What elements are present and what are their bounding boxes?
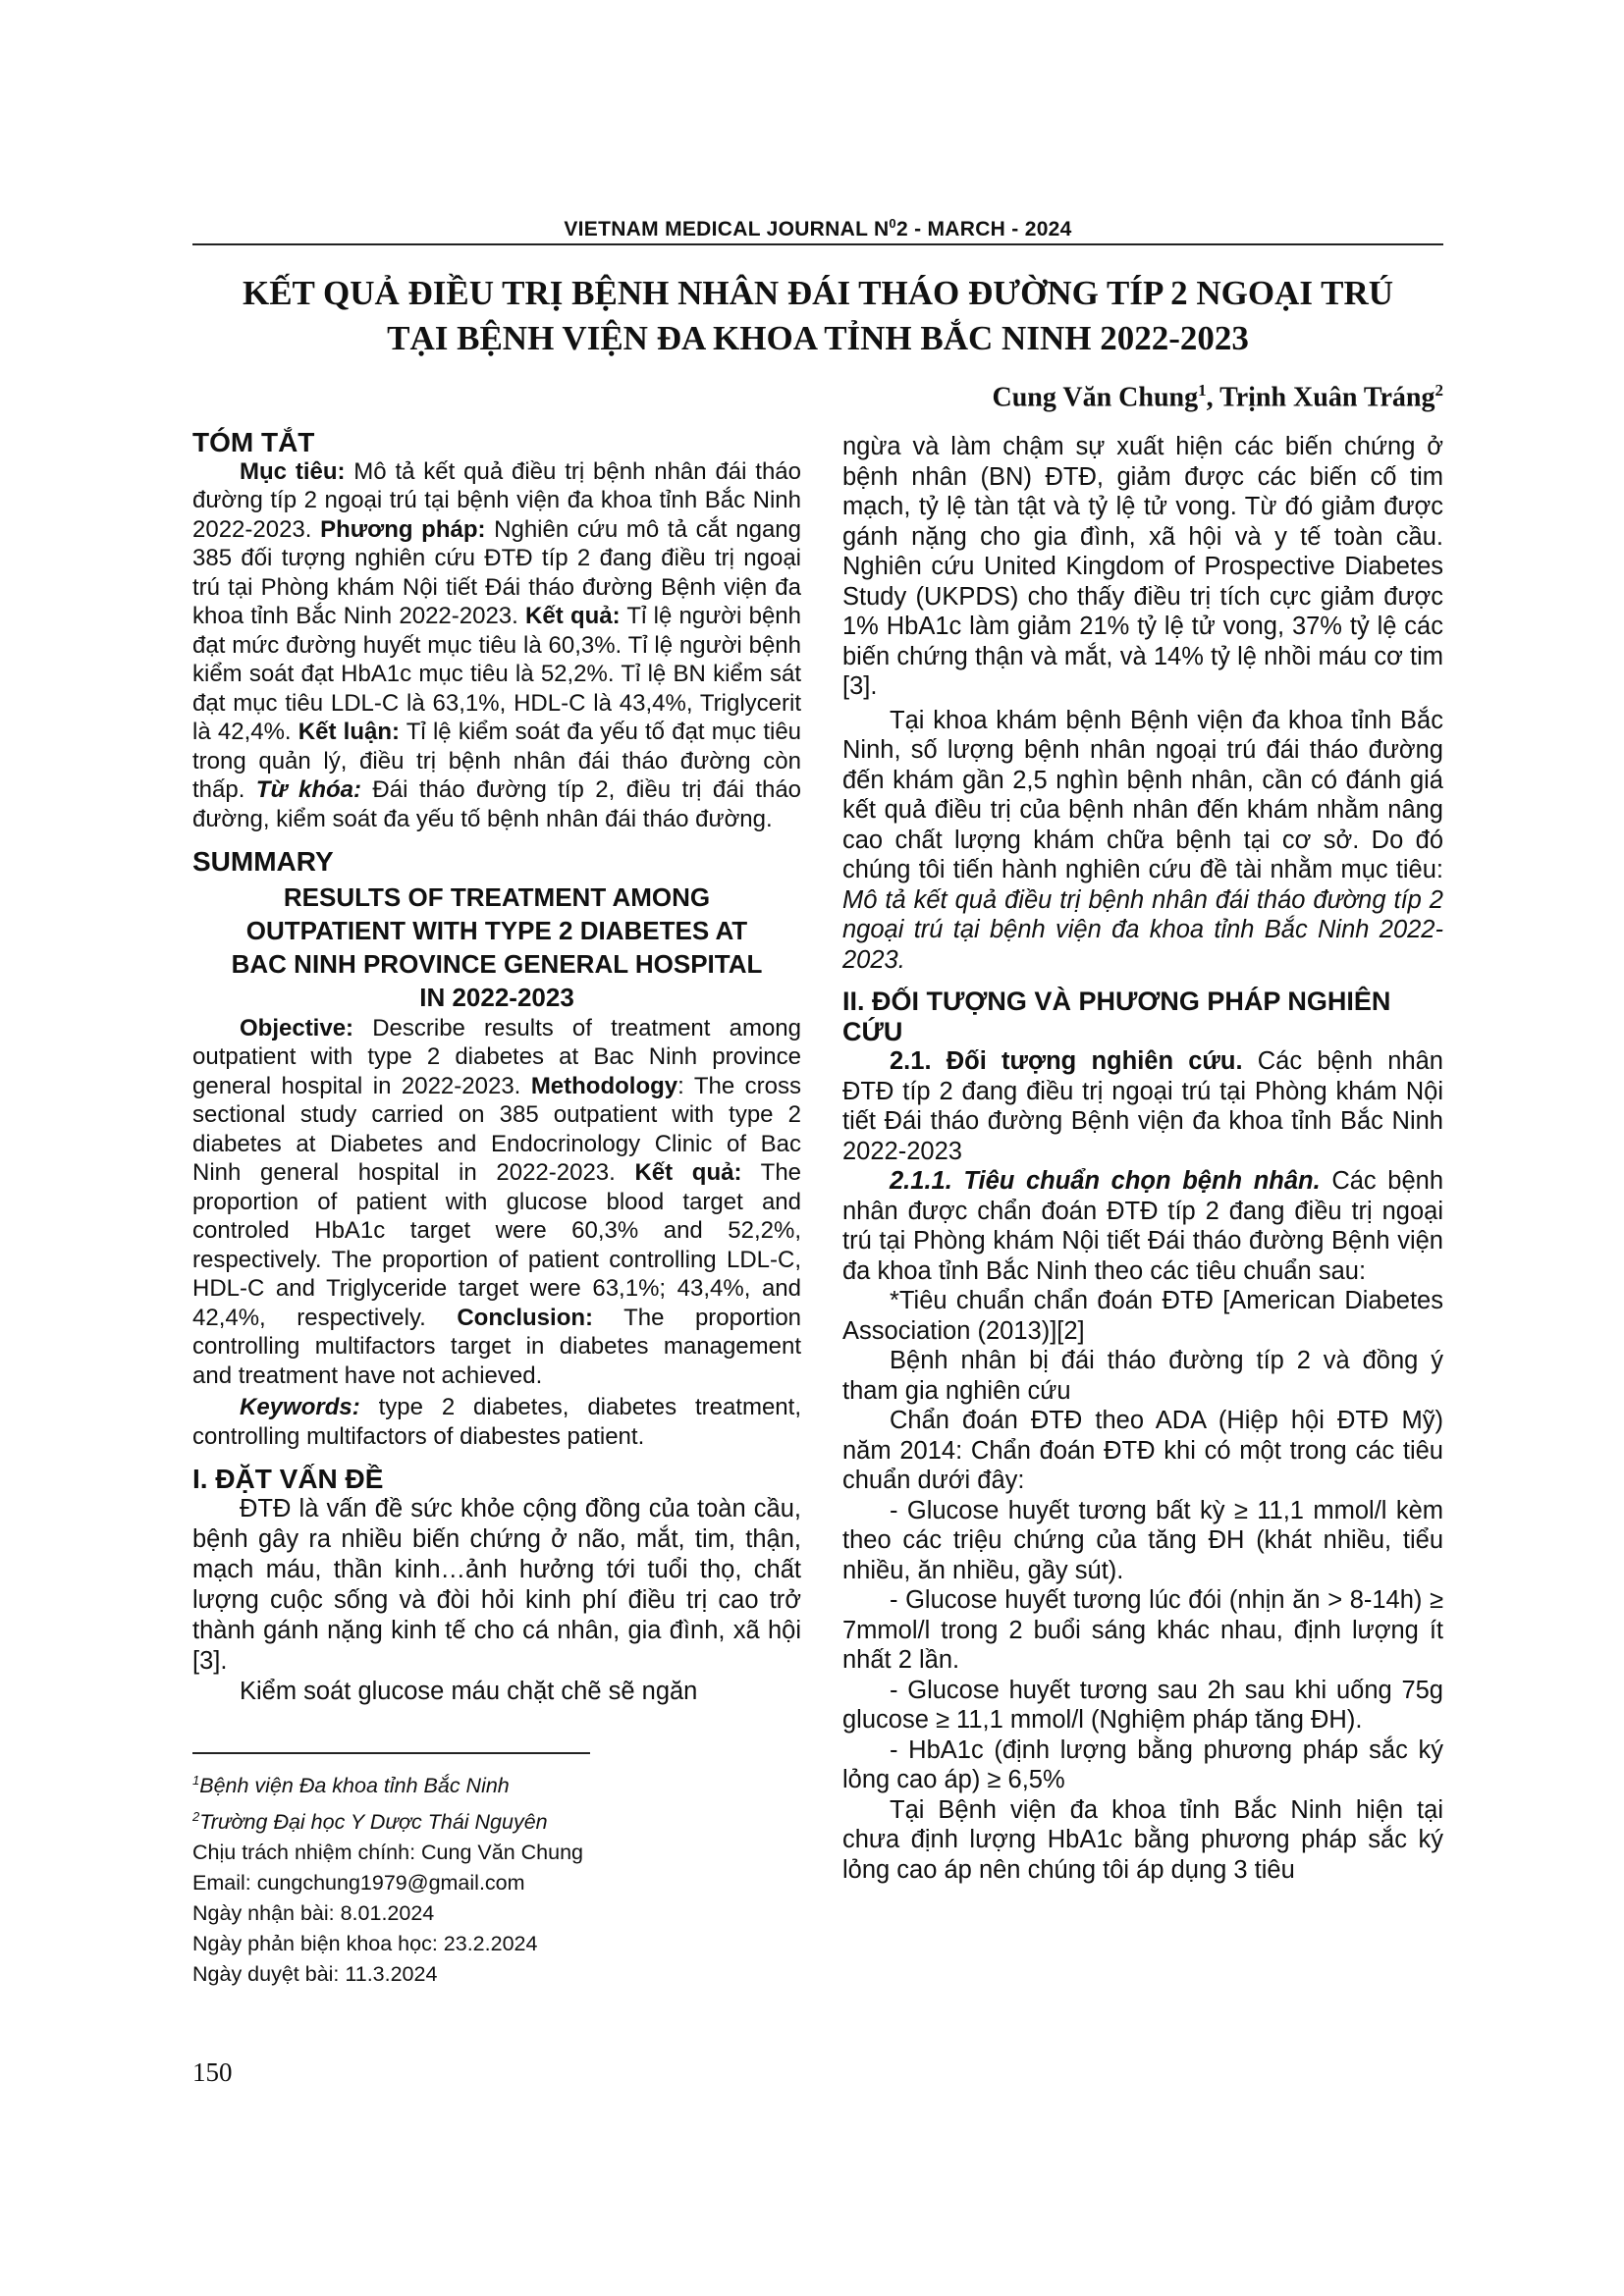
affiliation-1: $^1$Bệnh viện Đa khoa tỉnh Bắc Ninh xyxy=(192,1773,510,1798)
summary-title: RESULTS OF TREATMENT AMONG OUTPATIENT WITH TYPE 2 DIABETES AT BAC NINH PROVINCE GENERAL HOSPITAL IN 2022-2023 xyxy=(231,881,763,1012)
title-line-1: KẾT QUẢ ĐIỀU TRỊ BỆNH NHÂN ĐÁI THÁO ĐƯỜNG TÍP 2 NGOẠI TRÚ xyxy=(242,274,1394,312)
last-paragraph: Tại Bệnh viện đa khoa tỉnh Bắc Ninh hiện tại chưa định lượng HbA1c bằng phương pháp sắc ký lỏng cao áp nên chúng tôi áp dụng 3 tiêu xyxy=(842,1795,1443,1884)
page-number: 150 xyxy=(192,2057,233,2087)
footnotes xyxy=(192,1765,801,1990)
criterion-1: - Glucose huyết tương bất kỳ ≥ 11,1 mmol/l kèm theo các triệu chứng của tăng ĐH (khát nhiều, tiểu nhiều, ăn nhiều, gầy sút). xyxy=(842,1496,1443,1584)
section-1-paragraph-1: ĐTĐ là vấn đề sức khỏe cộng đồng của toàn cầu, bệnh gây ra nhiều biến chứng ở não, mắt, tim, thận, mạch máu, thần kinh…ảnh hưởng tới tuổi thọ, chất lượng cuộc sống và đòi hỏi kinh phí điều trị cao trở thành gánh nặng kinh tế cho cá nhân, gia đình, xã hội [3]. xyxy=(192,1494,801,1675)
criteria-reference: *Tiêu chuẩn chẩn đoán ĐTĐ [American Diabetes Association (2013)][2] xyxy=(842,1287,1443,1345)
section-2-heading: II. ĐỐI TƯỢNG VÀ PHƯƠNG PHÁP NGHIÊN CỨU xyxy=(842,987,1391,1046)
email: Email: cungchung1979@gmail.com xyxy=(192,1871,525,1896)
accepted-date: Ngày duyệt bài: 11.3.2024 xyxy=(192,1962,438,1987)
responsible-author: Chịu trách nhiệm chính: Cung Văn Chung xyxy=(192,1841,583,1865)
summary-body: Objective: Describe results of treatment among outpatient with type 2 diabetes at Bac Ninh province general hospital in 2022-2023. Methodology: The cross sectional study carried on 385 outpatient with type 2 diabetes at Diabetes and Endocrinology Clinic of Bac Ninh general hospital in 2022-2023. Kết quả: The proportion of patient with glucose blood target and controled HbA1c target were 60,3% and 52,2%, respectively. The proportion of patient controlling LDL-C, HDL-C and Triglyceride target were 63,1%; 43,4%, and 42,4%, respectively. Conclusion: The proportion controlling multifactors target in diabetes management and treatment have not achieved. xyxy=(192,1014,802,1389)
consent-paragraph: Bệnh nhân bị đái tháo đường típ 2 và đồng ý tham gia nghiên cứu xyxy=(842,1347,1443,1405)
section-2-1-1: 2.1.1. Tiêu chuẩn chọn bệnh nhân. Các bệnh nhân được chẩn đoán ĐTĐ típ 2 đang điều trị ngoại trú tại Phòng khám Nội tiết Đái tháo đường Bệnh viện đa khoa tỉnh Bắc Ninh theo các tiêu chuẩn sau: xyxy=(842,1167,1444,1285)
right-column xyxy=(842,432,1443,1885)
affiliation-2: $^2$Trường Đại học Y Dược Thái Nguyên xyxy=(192,1809,548,1835)
criterion-2: - Glucose huyết tương lúc đói (nhịn ăn > 8-14h) ≥ 7mmol/l trong 2 buổi sáng khác nhau, định lượng ít nhất 2 lần. xyxy=(842,1586,1443,1674)
summary-heading: SUMMARY xyxy=(192,846,334,877)
running-header: VIETNAM MEDICAL JOURNAL $N^02$ - MARCH - 2024 xyxy=(564,216,1072,240)
author-list: Cung Văn Chung$^1$, Trịnh Xuân Tráng$^2$ xyxy=(992,381,1443,413)
summary-keywords: Keywords: type 2 diabetes, diabetes treatment, controlling multifactors of diabestes patient. xyxy=(192,1394,801,1450)
criterion-4: - HbA1c (định lượng bằng phương pháp sắc ký lỏng cao áp) ≥ 6,5% xyxy=(842,1735,1443,1793)
section-1-heading: I. ĐẶT VẤN ĐỀ xyxy=(192,1464,384,1494)
section-1-paragraph-2-start: Kiểm soát glucose máu chặt chẽ sẽ ngăn xyxy=(240,1677,698,1705)
abstract-vi-body: Mục tiêu: Mô tả kết quả điều trị bệnh nhân đái tháo đường típ 2 ngoại trú tại bệnh viện đa khoa tỉnh Bắc Ninh 2022-2023. Phương pháp: Nghiên cứu mô tả cắt ngang 385 đối tượng nghiên cứu ĐTĐ típ 2 đang điều trị ngoại trú tại Phòng khám Nội tiết Đái tháo đường Bệnh viện đa khoa tỉnh Bắc Ninh 2022-2023. Kết quả: Tỉ lệ người bệnh đạt mức đường huyết mục tiêu là 60,3%. Tỉ lệ người bệnh kiểm soát đạt HbA1c mục tiêu là 52,2%. Tỉ lệ BN kiểm sát đạt mục tiêu LDL-C là 63,1%, HDL-C là 43,4%, Triglycerit là 42,4%. Kết luận: Tỉ lệ kiểm soát đa yếu tố đạt mục tiêu trong quản lý, điều trị bệnh nhân đái tháo đường còn thấp. Từ khóa: Đái tháo đường típ 2, điều trị đái tháo đường, kiểm soát đa yếu tố bệnh nhân đái tháo đường. xyxy=(192,457,802,832)
header-rule xyxy=(192,243,1443,245)
author-2: Trịnh Xuân Tráng xyxy=(1219,382,1435,413)
section-2-1: 2.1. Đối tượng nghiên cứu. Các bệnh nhân ĐTĐ típ 2 đang điều trị ngoại trú tại Phòng khám Nội tiết Đái tháo đường Bệnh viện đa khoa tỉnh Bắc Ninh 2022-2023 xyxy=(842,1047,1443,1165)
criterion-3: - Glucose huyết tương sau 2h sau khi uống 75g glucose ≥ 11,1 mmol/l (Nghiệm pháp tăng ĐH). xyxy=(842,1676,1443,1734)
section-1-paragraph-2-cont: ngừa và làm chậm sự xuất hiện các biến chứng ở bệnh nhân (BN) ĐTĐ, giảm được các biến cố tim mạch, tỷ lệ tàn tật và tỷ lệ tử vong. Từ đó giảm được gánh nặng cho gia đình, xã hội và y tế toàn cầu. Nghiên cứu United Kingdom of Prospective Diabetes Study (UKPDS) cho thấy điều trị tích cực giảm được 1% HbA1c làm giảm 21% tỷ lệ tử vong, 37% tỷ lệ các biến chứng thận và mắt, và 14% tỷ lệ nhồi máu cơ tim [3]. xyxy=(842,433,1443,700)
ada-paragraph: Chẩn đoán ĐTĐ theo ADA (Hiệp hội ĐTĐ Mỹ) năm 2014: Chẩn đoán ĐTĐ khi có một trong các tiêu chuẩn dưới đây: xyxy=(842,1407,1443,1494)
left-column xyxy=(192,428,801,1707)
review-date: Ngày phản biện khoa học: 23.2.2024 xyxy=(192,1932,538,1956)
section-1-paragraph-3: Tại khoa khám bệnh Bệnh viện đa khoa tỉnh Bắc Ninh, số lượng bệnh nhân ngoại trú đái tháo đường đến khám gần 2,5 nghìn bệnh nhân, cần có đánh giá kết quả điều trị của bệnh nhân đến khám nhằm nâng cao chất lượng khám chữa bệnh tại cơ sở. Do đó chúng tôi tiến hành nghiên cứu đề tài nhằm mục tiêu: Mô tả kết quả điều trị bệnh nhân đái tháo đường típ 2 ngoại trú tại bệnh viện đa khoa tỉnh Bắc Ninh 2022-2023. xyxy=(842,706,1443,974)
footnote-rule xyxy=(192,1752,590,1754)
title-line-2: TẠI BỆNH VIỆN ĐA KHOA TỈNH BẮC NINH 2022-2023 xyxy=(387,319,1249,357)
abstract-vi-heading: TÓM TẮT xyxy=(192,427,315,457)
author-1: Cung Văn Chung xyxy=(992,382,1199,413)
received-date: Ngày nhận bài: 8.01.2024 xyxy=(192,1901,435,1926)
article-title xyxy=(192,271,1443,361)
